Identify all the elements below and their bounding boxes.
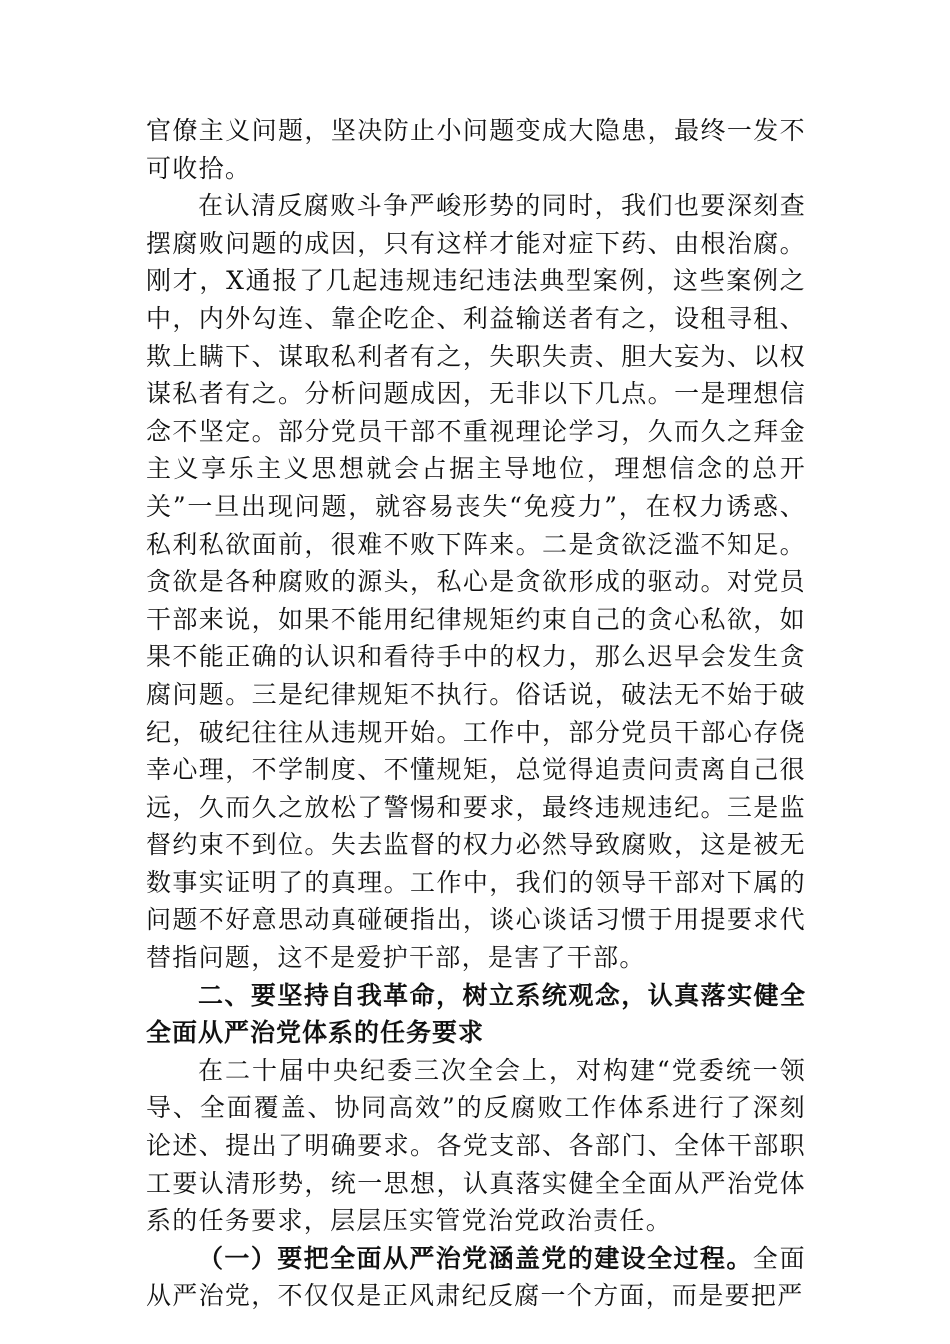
subsection-lead: （一）要把全面从严治党涵盖党的建设全过程。 bbox=[198, 1243, 753, 1273]
paragraph-3: 在二十届中央纪委三次全会上，对构建“党委统一领导、全面覆盖、协同高效”的反腐败工作体系进行了深刻论述、提出了明确要求。各党支部、各部门、全体干部职工要认清形势，统一思想，认真落实健全全面从严治党体系的任务要求，层层压实管党治党政治责任。 bbox=[146, 1055, 806, 1236]
document-page bbox=[146, 112, 806, 1315]
paragraph-4 bbox=[146, 1240, 806, 1315]
section-heading: 二、要坚持自我革命，树立系统观念，认真落实健全全面从严治党体系的任务要求 bbox=[146, 980, 806, 1048]
paragraph-1: 官僚主义问题，坚决防止小问题变成大隐患，最终一发不可收拾。 bbox=[146, 116, 806, 183]
paragraph-2: 在认清反腐败斗争严峻形势的同时，我们也要深刻查摆腐败问题的成因，只有这样才能对症下药、由根治腐。刚才，X通报了几起违规违纪违法典型案例，这些案例之中，内外勾连、靠企吃企、利益输送者有之，设租寻租、欺上瞒下、谋取私利者有之，失职失责、胆大妄为、以权谋私者有之。分析问题成因，无非以下几点。一是理想信念不坚定。部分党员干部不重视理论学习，久而久之拜金主义享乐主义思想就会占据主导地位，理想信念的总开关”一旦出现问题，就容易丧失“免疫力”，在权力诱惑、私利私欲面前，很难不败下阵来。二是贪欲泛滥不知足。贪欲是各种腐败的源头，私心是贪欲形成的驱动。对党员干部来说，如果不能用纪律规矩约束自己的贪心私欲，如果不能正确的认识和看待手中的权力，那么迟早会发生贪腐问题。三是纪律规矩不执行。俗话说，破法无不始于破纪，破纪往往从违规开始。工作中，部分党员干部心存侥幸心理，不学制度、不懂规矩，总觉得追责问责离自己很远，久而久之放松了警惕和要求，最终违规违纪。三是监督约束不到位。失去监督的权力必然导致腐败，这是被无数事实证明了的真理。工作中，我们的领导干部对下属的问题不好意思动真碰硬指出，谈心谈话习惯于用提要求代替指问题，这不是爱护干部，是害了干部。 bbox=[146, 191, 806, 973]
paragraph-4-text: 全面从严治党，不仅仅是正风肃纪反腐一个方面，而是要把严 bbox=[146, 1243, 806, 1311]
